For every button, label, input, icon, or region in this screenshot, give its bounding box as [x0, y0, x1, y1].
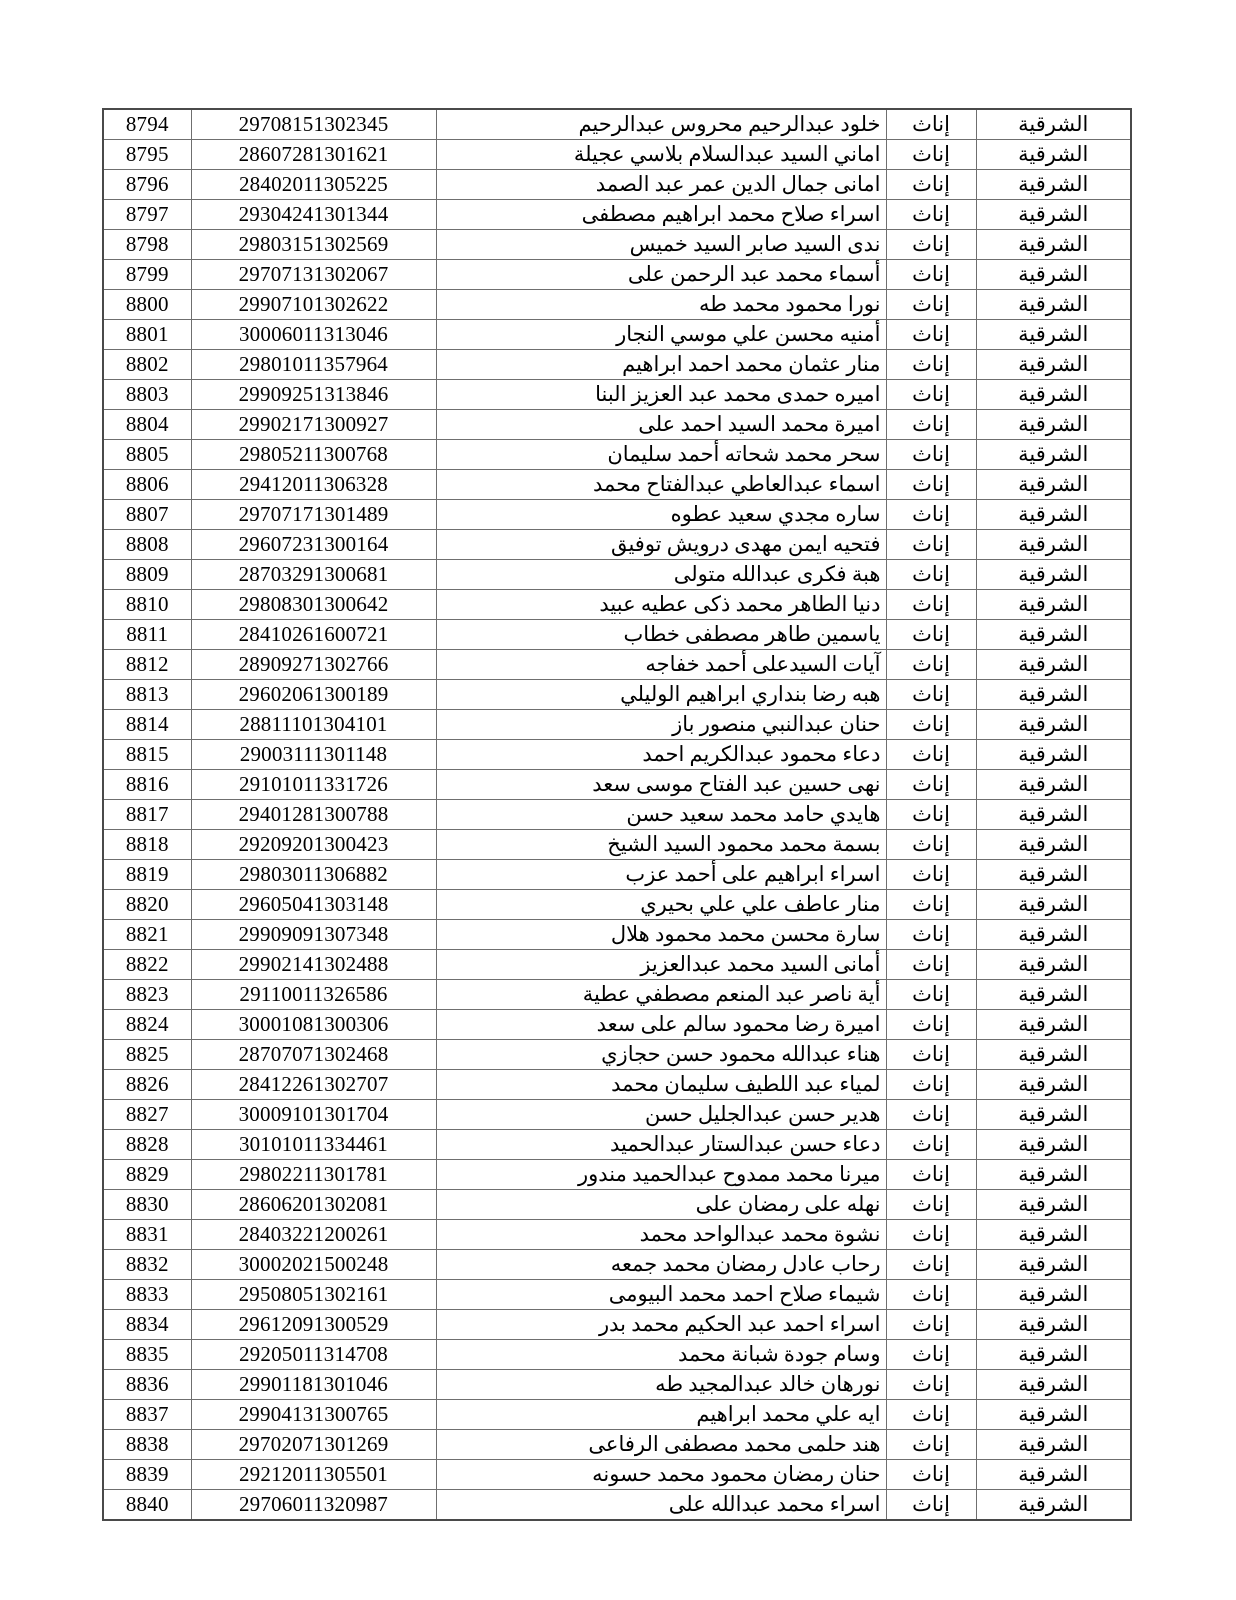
cell-full-name: خلود عبدالرحيم محروس عبدالرحيم	[436, 109, 886, 140]
cell-national-id: 29101011331726	[191, 770, 436, 800]
cell-national-id: 29212011305501	[191, 1460, 436, 1490]
cell-national-id: 29607231300164	[191, 530, 436, 560]
table-row	[103, 650, 1131, 680]
cell-governorate: الشرقية	[976, 230, 1131, 260]
cell-governorate: الشرقية	[976, 800, 1131, 830]
cell-national-id: 29707171301489	[191, 500, 436, 530]
cell-serial-number: 8836	[103, 1370, 191, 1400]
cell-governorate: الشرقية	[976, 290, 1131, 320]
cell-serial-number: 8820	[103, 890, 191, 920]
cell-governorate: الشرقية	[976, 830, 1131, 860]
cell-full-name: اسراء ابراهيم على أحمد عزب	[436, 860, 886, 890]
cell-gender: إناث	[886, 980, 976, 1010]
table-row	[103, 530, 1131, 560]
cell-full-name: رحاب عادل رمضان محمد جمعه	[436, 1250, 886, 1280]
cell-national-id: 29304241301344	[191, 200, 436, 230]
cell-gender: إناث	[886, 1280, 976, 1310]
table-row	[103, 230, 1131, 260]
cell-national-id: 30006011313046	[191, 320, 436, 350]
table-row	[103, 500, 1131, 530]
cell-national-id: 29707131302067	[191, 260, 436, 290]
cell-gender: إناث	[886, 710, 976, 740]
cell-gender: إناث	[886, 920, 976, 950]
cell-serial-number: 8803	[103, 380, 191, 410]
cell-serial-number: 8830	[103, 1190, 191, 1220]
cell-serial-number: 8798	[103, 230, 191, 260]
cell-full-name: وسام جودة شبانة محمد	[436, 1340, 886, 1370]
cell-gender: إناث	[886, 650, 976, 680]
table-row	[103, 950, 1131, 980]
table-row	[103, 890, 1131, 920]
cell-governorate: الشرقية	[976, 1460, 1131, 1490]
cell-full-name: لمياء عبد اللطيف سليمان محمد	[436, 1070, 886, 1100]
cell-national-id: 29605041303148	[191, 890, 436, 920]
table-row	[103, 1340, 1131, 1370]
table-row	[103, 1400, 1131, 1430]
cell-gender: إناث	[886, 1340, 976, 1370]
cell-national-id: 29401281300788	[191, 800, 436, 830]
cell-national-id: 30101011334461	[191, 1130, 436, 1160]
cell-gender: إناث	[886, 740, 976, 770]
cell-full-name: اسماء عبدالعاطي عبدالفتاح محمد	[436, 470, 886, 500]
cell-gender: إناث	[886, 890, 976, 920]
cell-national-id: 29803151302569	[191, 230, 436, 260]
cell-gender: إناث	[886, 530, 976, 560]
cell-full-name: نشوة محمد عبدالواحد محمد	[436, 1220, 886, 1250]
table-row	[103, 140, 1131, 170]
table-row	[103, 1370, 1131, 1400]
cell-national-id: 29706011320987	[191, 1490, 436, 1521]
cell-full-name: نهله على رمضان على	[436, 1190, 886, 1220]
cell-serial-number: 8811	[103, 620, 191, 650]
names-table-body	[103, 109, 1131, 1520]
table-row	[103, 830, 1131, 860]
cell-serial-number: 8839	[103, 1460, 191, 1490]
cell-serial-number: 8799	[103, 260, 191, 290]
cell-gender: إناث	[886, 380, 976, 410]
cell-national-id: 29909091307348	[191, 920, 436, 950]
table-row	[103, 590, 1131, 620]
table-row	[103, 440, 1131, 470]
cell-full-name: اماني السيد عبدالسلام بلاسي عجيلة	[436, 140, 886, 170]
table-row	[103, 860, 1131, 890]
cell-gender: إناث	[886, 770, 976, 800]
cell-governorate: الشرقية	[976, 1100, 1131, 1130]
cell-governorate: الشرقية	[976, 770, 1131, 800]
cell-national-id: 29708151302345	[191, 109, 436, 140]
cell-gender: إناث	[886, 1190, 976, 1220]
cell-gender: إناث	[886, 830, 976, 860]
cell-serial-number: 8840	[103, 1490, 191, 1521]
cell-governorate: الشرقية	[976, 620, 1131, 650]
cell-full-name: هبة فكرى عبدالله متولى	[436, 560, 886, 590]
cell-full-name: منار عثمان محمد احمد ابراهيم	[436, 350, 886, 380]
cell-gender: إناث	[886, 1070, 976, 1100]
cell-gender: إناث	[886, 170, 976, 200]
cell-full-name: نهى حسين عبد الفتاح موسى سعد	[436, 770, 886, 800]
table-row	[103, 710, 1131, 740]
cell-national-id: 29412011306328	[191, 470, 436, 500]
cell-governorate: الشرقية	[976, 1250, 1131, 1280]
cell-full-name: ايه علي محمد ابراهيم	[436, 1400, 886, 1430]
cell-full-name: هدير حسن عبدالجليل حسن	[436, 1100, 886, 1130]
cell-serial-number: 8809	[103, 560, 191, 590]
cell-serial-number: 8806	[103, 470, 191, 500]
cell-governorate: الشرقية	[976, 500, 1131, 530]
cell-full-name: أمنيه محسن علي موسي النجار	[436, 320, 886, 350]
cell-national-id: 29802211301781	[191, 1160, 436, 1190]
cell-serial-number: 8835	[103, 1340, 191, 1370]
cell-serial-number: 8822	[103, 950, 191, 980]
cell-governorate: الشرقية	[976, 1430, 1131, 1460]
cell-gender: إناث	[886, 680, 976, 710]
cell-national-id: 29909251313846	[191, 380, 436, 410]
cell-full-name: منار عاطف علي علي بحيري	[436, 890, 886, 920]
cell-national-id: 29209201300423	[191, 830, 436, 860]
cell-full-name: امانى جمال الدين عمر عبد الصمد	[436, 170, 886, 200]
cell-gender: إناث	[886, 290, 976, 320]
table-row	[103, 1430, 1131, 1460]
cell-serial-number: 8800	[103, 290, 191, 320]
cell-full-name: دعاء محمود عبدالكريم احمد	[436, 740, 886, 770]
cell-serial-number: 8833	[103, 1280, 191, 1310]
cell-gender: إناث	[886, 1010, 976, 1040]
cell-gender: إناث	[886, 590, 976, 620]
cell-governorate: الشرقية	[976, 890, 1131, 920]
cell-full-name: أسماء محمد عبد الرحمن على	[436, 260, 886, 290]
cell-national-id: 28811101304101	[191, 710, 436, 740]
cell-full-name: اسراء احمد عبد الحكيم محمد بدر	[436, 1310, 886, 1340]
table-row	[103, 109, 1131, 140]
cell-gender: إناث	[886, 410, 976, 440]
cell-national-id: 29602061300189	[191, 680, 436, 710]
table-row	[103, 740, 1131, 770]
cell-full-name: هايدي حامد محمد سعيد حسن	[436, 800, 886, 830]
cell-governorate: الشرقية	[976, 1490, 1131, 1521]
table-row	[103, 1070, 1131, 1100]
cell-gender: إناث	[886, 230, 976, 260]
table-row	[103, 470, 1131, 500]
cell-serial-number: 8832	[103, 1250, 191, 1280]
cell-gender: إناث	[886, 860, 976, 890]
cell-gender: إناث	[886, 109, 976, 140]
cell-national-id: 29907101302622	[191, 290, 436, 320]
cell-gender: إناث	[886, 470, 976, 500]
cell-national-id: 29904131300765	[191, 1400, 436, 1430]
cell-governorate: الشرقية	[976, 1280, 1131, 1310]
cell-full-name: هبه رضا بنداري ابراهيم الوليلي	[436, 680, 886, 710]
table-row	[103, 1460, 1131, 1490]
cell-full-name: هناء عبدالله محمود حسن حجازي	[436, 1040, 886, 1070]
table-row	[103, 1190, 1131, 1220]
cell-national-id: 29205011314708	[191, 1340, 436, 1370]
table-row	[103, 170, 1131, 200]
cell-serial-number: 8810	[103, 590, 191, 620]
cell-full-name: حنان رمضان محمود محمد حسونه	[436, 1460, 886, 1490]
cell-governorate: الشرقية	[976, 1400, 1131, 1430]
cell-gender: إناث	[886, 1460, 976, 1490]
cell-full-name: بسمة محمد محمود السيد الشيخ	[436, 830, 886, 860]
cell-governorate: الشرقية	[976, 740, 1131, 770]
cell-governorate: الشرقية	[976, 1070, 1131, 1100]
cell-full-name: اميرة رضا محمود سالم على سعد	[436, 1010, 886, 1040]
cell-gender: إناث	[886, 500, 976, 530]
cell-governorate: الشرقية	[976, 950, 1131, 980]
cell-national-id: 29801011357964	[191, 350, 436, 380]
cell-serial-number: 8818	[103, 830, 191, 860]
cell-governorate: الشرقية	[976, 590, 1131, 620]
cell-national-id: 29902141302488	[191, 950, 436, 980]
table-row	[103, 620, 1131, 650]
cell-full-name: دنيا الطاهر محمد ذكى عطيه عبيد	[436, 590, 886, 620]
cell-serial-number: 8826	[103, 1070, 191, 1100]
cell-gender: إناث	[886, 560, 976, 590]
cell-national-id: 29110011326586	[191, 980, 436, 1010]
cell-governorate: الشرقية	[976, 980, 1131, 1010]
table-row	[103, 1310, 1131, 1340]
table-row	[103, 1220, 1131, 1250]
cell-full-name: ندى السيد صابر السيد خميس	[436, 230, 886, 260]
cell-serial-number: 8808	[103, 530, 191, 560]
cell-serial-number: 8831	[103, 1220, 191, 1250]
cell-governorate: الشرقية	[976, 140, 1131, 170]
cell-governorate: الشرقية	[976, 1130, 1131, 1160]
cell-gender: إناث	[886, 140, 976, 170]
cell-national-id: 28909271302766	[191, 650, 436, 680]
table-row	[103, 1280, 1131, 1310]
cell-gender: إناث	[886, 200, 976, 230]
table-row	[103, 290, 1131, 320]
cell-serial-number: 8825	[103, 1040, 191, 1070]
cell-full-name: دعاء حسن عبدالستار عبدالحميد	[436, 1130, 886, 1160]
cell-national-id: 29808301300642	[191, 590, 436, 620]
table-row	[103, 1160, 1131, 1190]
cell-national-id: 28412261302707	[191, 1070, 436, 1100]
cell-national-id: 29803011306882	[191, 860, 436, 890]
table-row	[103, 770, 1131, 800]
cell-national-id: 29508051302161	[191, 1280, 436, 1310]
table-row	[103, 1100, 1131, 1130]
cell-national-id: 28410261600721	[191, 620, 436, 650]
cell-governorate: الشرقية	[976, 170, 1131, 200]
cell-serial-number: 8814	[103, 710, 191, 740]
cell-full-name: ساره مجدي سعيد عطوه	[436, 500, 886, 530]
cell-full-name: نورهان خالد عبدالمجيد طه	[436, 1370, 886, 1400]
cell-full-name: آيات السيدعلى أحمد خفاجه	[436, 650, 886, 680]
cell-governorate: الشرقية	[976, 410, 1131, 440]
cell-serial-number: 8801	[103, 320, 191, 350]
cell-serial-number: 8823	[103, 980, 191, 1010]
cell-serial-number: 8834	[103, 1310, 191, 1340]
table-row	[103, 1010, 1131, 1040]
cell-full-name: سارة محسن محمد محمود هلال	[436, 920, 886, 950]
cell-governorate: الشرقية	[976, 560, 1131, 590]
cell-serial-number: 8821	[103, 920, 191, 950]
cell-governorate: الشرقية	[976, 1310, 1131, 1340]
cell-full-name: حنان عبدالنبي منصور باز	[436, 710, 886, 740]
cell-governorate: الشرقية	[976, 470, 1131, 500]
cell-governorate: الشرقية	[976, 350, 1131, 380]
table-row	[103, 1250, 1131, 1280]
cell-governorate: الشرقية	[976, 1340, 1131, 1370]
cell-national-id: 30001081300306	[191, 1010, 436, 1040]
cell-serial-number: 8796	[103, 170, 191, 200]
cell-full-name: اسراء محمد عبدالله على	[436, 1490, 886, 1521]
table-row	[103, 980, 1131, 1010]
names-table	[102, 108, 1132, 1521]
cell-gender: إناث	[886, 1430, 976, 1460]
table-row	[103, 200, 1131, 230]
cell-serial-number: 8824	[103, 1010, 191, 1040]
cell-governorate: الشرقية	[976, 1370, 1131, 1400]
cell-serial-number: 8797	[103, 200, 191, 230]
cell-national-id: 29805211300768	[191, 440, 436, 470]
cell-national-id: 30009101301704	[191, 1100, 436, 1130]
cell-gender: إناث	[886, 1040, 976, 1070]
cell-national-id: 28707071302468	[191, 1040, 436, 1070]
cell-governorate: الشرقية	[976, 1040, 1131, 1070]
cell-governorate: الشرقية	[976, 530, 1131, 560]
cell-serial-number: 8815	[103, 740, 191, 770]
cell-governorate: الشرقية	[976, 1220, 1131, 1250]
cell-serial-number: 8819	[103, 860, 191, 890]
cell-governorate: الشرقية	[976, 440, 1131, 470]
cell-national-id: 28607281301621	[191, 140, 436, 170]
cell-full-name: ياسمين طاهر مصطفى خطاب	[436, 620, 886, 650]
cell-gender: إناث	[886, 620, 976, 650]
cell-national-id: 28703291300681	[191, 560, 436, 590]
cell-governorate: الشرقية	[976, 710, 1131, 740]
cell-gender: إناث	[886, 1220, 976, 1250]
cell-gender: إناث	[886, 1250, 976, 1280]
cell-gender: إناث	[886, 350, 976, 380]
cell-gender: إناث	[886, 1370, 976, 1400]
cell-serial-number: 8827	[103, 1100, 191, 1130]
cell-full-name: اميرة محمد السيد احمد على	[436, 410, 886, 440]
cell-serial-number: 8829	[103, 1160, 191, 1190]
table-row	[103, 560, 1131, 590]
cell-gender: إناث	[886, 1100, 976, 1130]
cell-serial-number: 8807	[103, 500, 191, 530]
cell-national-id: 30002021500248	[191, 1250, 436, 1280]
cell-gender: إناث	[886, 1130, 976, 1160]
cell-full-name: هند حلمى محمد مصطفى الرفاعى	[436, 1430, 886, 1460]
cell-gender: إناث	[886, 440, 976, 470]
cell-serial-number: 8817	[103, 800, 191, 830]
cell-serial-number: 8816	[103, 770, 191, 800]
cell-gender: إناث	[886, 950, 976, 980]
cell-serial-number: 8813	[103, 680, 191, 710]
cell-full-name: ميرنا محمد ممدوح عبدالحميد مندور	[436, 1160, 886, 1190]
cell-serial-number: 8804	[103, 410, 191, 440]
cell-gender: إناث	[886, 260, 976, 290]
cell-governorate: الشرقية	[976, 380, 1131, 410]
cell-governorate: الشرقية	[976, 1010, 1131, 1040]
cell-full-name: أمانى السيد محمد عبدالعزيز	[436, 950, 886, 980]
cell-serial-number: 8795	[103, 140, 191, 170]
names-table-container	[104, 108, 1132, 1521]
cell-gender: إناث	[886, 1310, 976, 1340]
cell-governorate: الشرقية	[976, 860, 1131, 890]
cell-full-name: اميره حمدى محمد عبد العزيز البنا	[436, 380, 886, 410]
cell-serial-number: 8802	[103, 350, 191, 380]
cell-full-name: أية ناصر عبد المنعم مصطفي عطية	[436, 980, 886, 1010]
cell-governorate: الشرقية	[976, 920, 1131, 950]
cell-national-id: 29901181301046	[191, 1370, 436, 1400]
cell-governorate: الشرقية	[976, 260, 1131, 290]
cell-national-id: 29003111301148	[191, 740, 436, 770]
cell-full-name: اسراء صلاح محمد ابراهيم مصطفى	[436, 200, 886, 230]
cell-national-id: 28606201302081	[191, 1190, 436, 1220]
cell-full-name: سحر محمد شحاته أحمد سليمان	[436, 440, 886, 470]
cell-national-id: 29702071301269	[191, 1430, 436, 1460]
cell-full-name: نورا محمود محمد طه	[436, 290, 886, 320]
cell-governorate: الشرقية	[976, 109, 1131, 140]
table-row	[103, 350, 1131, 380]
table-row	[103, 410, 1131, 440]
table-row	[103, 680, 1131, 710]
cell-governorate: الشرقية	[976, 200, 1131, 230]
cell-serial-number: 8794	[103, 109, 191, 140]
cell-gender: إناث	[886, 800, 976, 830]
cell-gender: إناث	[886, 1490, 976, 1521]
cell-serial-number: 8805	[103, 440, 191, 470]
cell-governorate: الشرقية	[976, 320, 1131, 350]
table-row	[103, 260, 1131, 290]
cell-national-id: 29612091300529	[191, 1310, 436, 1340]
cell-gender: إناث	[886, 320, 976, 350]
cell-serial-number: 8838	[103, 1430, 191, 1460]
cell-governorate: الشرقية	[976, 1190, 1131, 1220]
table-row	[103, 1490, 1131, 1521]
cell-serial-number: 8837	[103, 1400, 191, 1430]
cell-governorate: الشرقية	[976, 1160, 1131, 1190]
cell-governorate: الشرقية	[976, 680, 1131, 710]
table-row	[103, 1130, 1131, 1160]
cell-gender: إناث	[886, 1160, 976, 1190]
cell-serial-number: 8812	[103, 650, 191, 680]
cell-serial-number: 8828	[103, 1130, 191, 1160]
table-row	[103, 920, 1131, 950]
cell-governorate: الشرقية	[976, 650, 1131, 680]
table-row	[103, 1040, 1131, 1070]
cell-national-id: 28403221200261	[191, 1220, 436, 1250]
cell-full-name: فتحيه ايمن مهدى درويش توفيق	[436, 530, 886, 560]
cell-gender: إناث	[886, 1400, 976, 1430]
cell-national-id: 29902171300927	[191, 410, 436, 440]
table-row	[103, 800, 1131, 830]
cell-full-name: شيماء صلاح احمد محمد البيومى	[436, 1280, 886, 1310]
table-row	[103, 380, 1131, 410]
table-row	[103, 320, 1131, 350]
cell-national-id: 28402011305225	[191, 170, 436, 200]
